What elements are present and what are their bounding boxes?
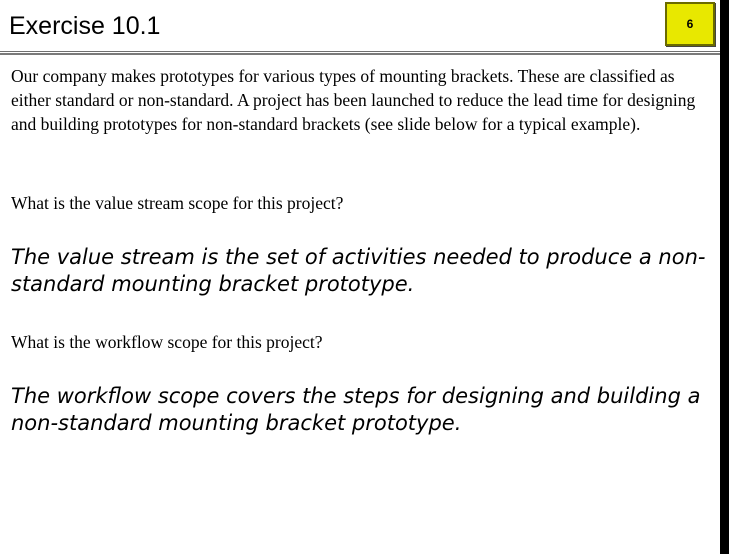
- title-divider-thick: [0, 53, 720, 55]
- title-divider-thin: [0, 51, 720, 52]
- intro-paragraph: Our company makes prototypes for various types of mounting brackets. These are classified as either standard or non-standard. A project has been launched to reduce the lead time for designing and building prototypes for non-standard brackets (see slide below for a typical example).: [11, 66, 696, 134]
- answer-value-stream: The value stream is the set of activities needed to produce a non-standard mounting bracket prototype.: [11, 245, 706, 296]
- slide-title: Exercise 10.1: [9, 12, 161, 40]
- right-edge-bar: [720, 0, 729, 554]
- question-workflow: What is the workflow scope for this project?: [11, 332, 323, 352]
- answer-workflow: The workflow scope covers the steps for designing and building a non-standard mounting bracket prototype.: [11, 384, 701, 435]
- page-number-badge: 6: [665, 2, 715, 46]
- question-value-stream: What is the value stream scope for this project?: [11, 193, 344, 213]
